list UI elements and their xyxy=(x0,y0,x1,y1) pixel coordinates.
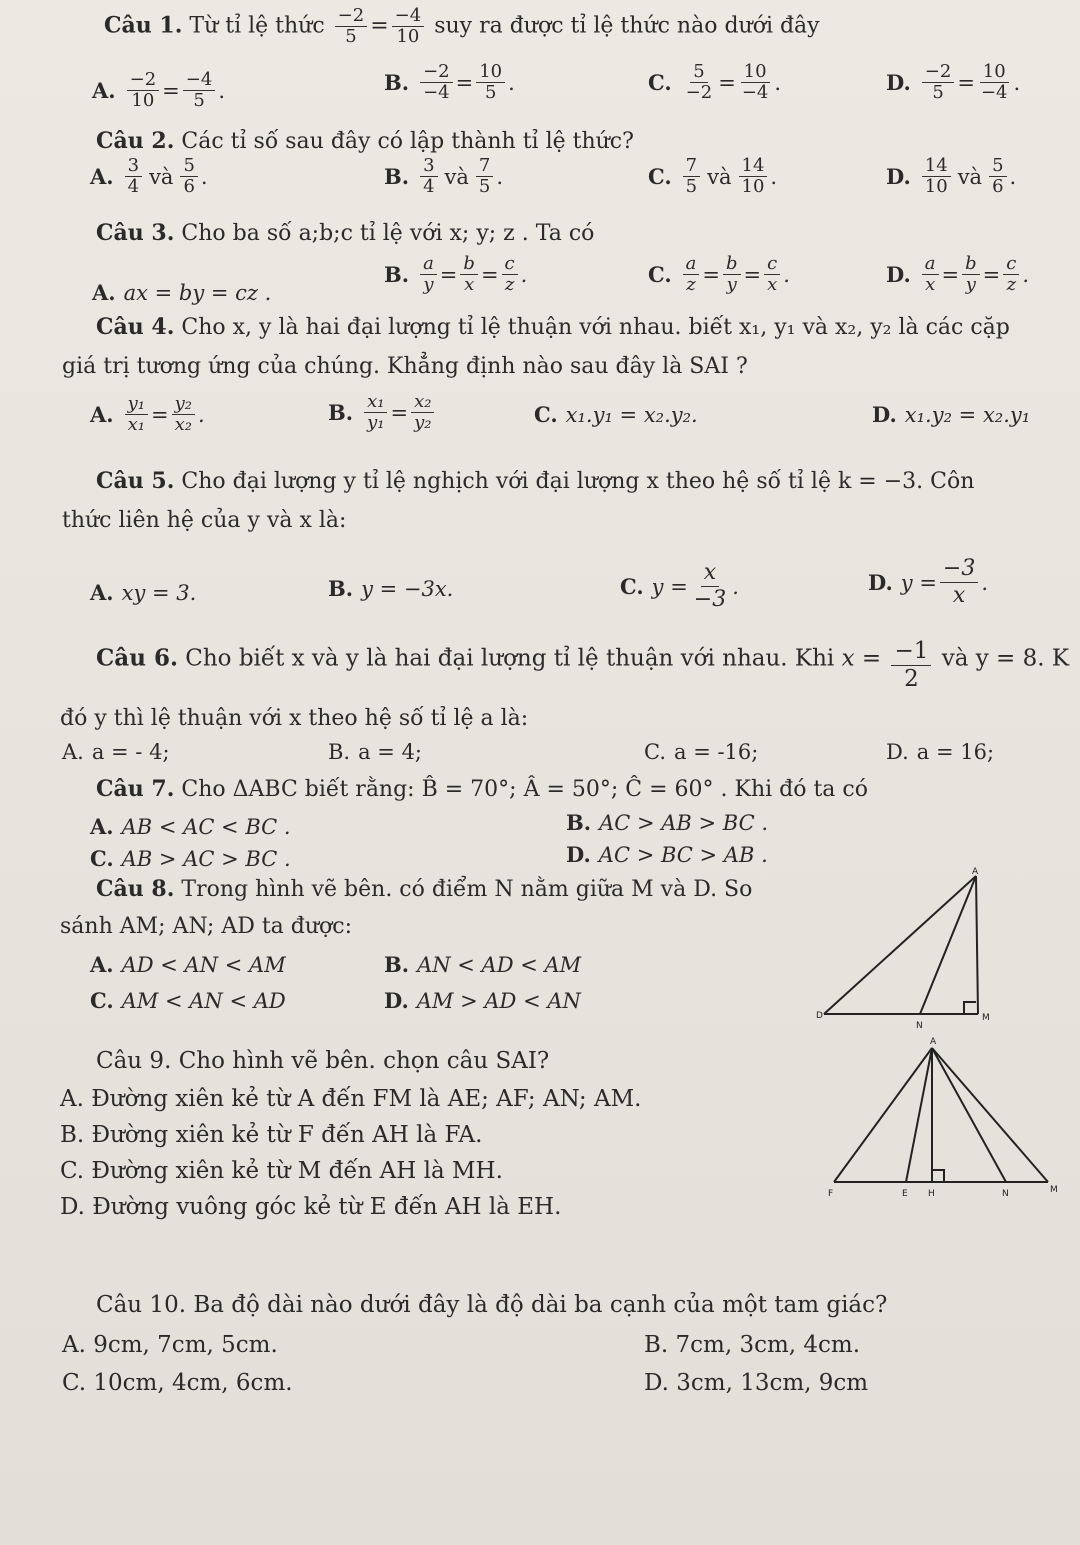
q6-option-a[interactable]: A. a = - 4; xyxy=(62,740,170,764)
question-2 xyxy=(96,128,634,155)
q1-option-a[interactable]: A. $\frac{-2}{10}$ = $\frac{-4}{5}$ . xyxy=(92,69,225,111)
question-4 xyxy=(96,314,1010,341)
question-6 xyxy=(96,632,1070,692)
q6-option-d[interactable]: D. a = 16; xyxy=(886,740,995,764)
q3-option-c[interactable]: C. $\frac{a}{z}$ = $\frac{b}{y}$ = $\frac{c}{x}$ . xyxy=(648,253,790,295)
q5-option-d[interactable]: D. y = $\frac{-3}{x}$ . xyxy=(868,556,989,608)
q1-option-c[interactable]: C. $\frac{5}{-2}$ = $\frac{10}{-4}$ . xyxy=(648,61,782,103)
question-7-label: Câu 7. xyxy=(96,776,175,802)
q2-option-a[interactable]: A. $\frac{3}{4}$ và $\frac{5}{6}$ . xyxy=(90,155,208,197)
q7-option-b[interactable]: B. AC > AB > BC . xyxy=(566,810,769,835)
q9-point-e: E xyxy=(902,1189,908,1199)
question-8 xyxy=(96,876,752,903)
question-2-label: Câu 2. xyxy=(96,128,175,154)
question-6-label: Câu 6. xyxy=(96,644,178,672)
q9-point-f: F xyxy=(828,1189,834,1199)
question-1-text-a: Từ tỉ lệ thức xyxy=(189,13,325,39)
question-5-line-1: Cho đại lượng y tỉ lệ nghịch với đại lượng x theo hệ số tỉ lệ k = −3. Côn xyxy=(181,469,975,494)
q1-fraction-2: $\frac{-4}{10}$ xyxy=(392,6,425,47)
q9-option-d[interactable]: D. Đường vuông góc kẻ từ E đến AH là EH. xyxy=(60,1194,562,1220)
q9-line-am xyxy=(932,1048,1048,1182)
q6-x-fraction: $\frac{-1}{2}$ xyxy=(891,638,931,693)
question-4-line-2: giá trị tương ứng của chúng. Khẳng định nào sau đây là SAI ? xyxy=(62,354,748,379)
q8-option-d[interactable]: D. AM > AD < AN xyxy=(384,988,581,1013)
q10-option-a[interactable]: A. 9cm, 7cm, 5cm. xyxy=(62,1332,278,1358)
q9-option-a[interactable]: A. Đường xiên kẻ từ A đến FM là AE; AF; AN; AM. xyxy=(60,1086,642,1112)
q7-option-c[interactable]: C. AB > AC > BC . xyxy=(90,846,291,871)
q2-option-d[interactable]: D. $\frac{14}{10}$ và $\frac{5}{6}$ . xyxy=(886,155,1017,197)
question-10-label: Câu 10. xyxy=(96,1292,187,1318)
q3-option-d[interactable]: D. $\frac{a}{x}$ = $\frac{b}{y}$ = $\frac{c}{z}$ . xyxy=(886,253,1030,295)
q9-point-m: M xyxy=(1050,1185,1058,1195)
q6-option-b[interactable]: B. a = 4; xyxy=(328,740,423,764)
question-10-text: Ba độ dài nào dưới đây là độ dài ba cạnh của một tam giác? xyxy=(193,1292,888,1318)
q9-line-ae xyxy=(906,1048,932,1182)
q8-point-a: A xyxy=(972,867,979,877)
q10-option-d[interactable]: D. 3cm, 13cm, 9cm xyxy=(644,1370,869,1396)
q5-option-b[interactable]: B. y = −3x. xyxy=(328,576,454,601)
question-7 xyxy=(96,776,868,803)
question-6-text-a: Cho biết x và y là hai đại lượng tỉ lệ thuận với nhau. Khi xyxy=(185,645,835,672)
q4-option-a[interactable]: A. $\frac{\text{y₁}}{\text{x₁}}$ = $\frac{\text{y₂}}{\text{x₂}}$ . xyxy=(90,393,205,435)
question-5-line-2: thức liên hệ của y và x là: xyxy=(62,508,347,533)
question-6-text-b: và y = 8. K xyxy=(941,645,1070,672)
question-3-label: Câu 3. xyxy=(96,220,175,246)
q1-option-d[interactable]: D. $\frac{-2}{5}$ = $\frac{10}{-4}$ . xyxy=(886,61,1021,103)
q2-option-b[interactable]: B. $\frac{3}{4}$ và $\frac{7}{5}$ . xyxy=(384,155,504,197)
q1-fraction-1: $\frac{-2}{5}$ xyxy=(335,6,368,47)
question-8-line-2: sánh AM; AN; AD ta được: xyxy=(60,914,353,939)
q3-option-b[interactable]: B. $\frac{a}{y}$ = $\frac{b}{x}$ = $\frac{c}{z}$ . xyxy=(384,253,528,295)
q9-figure xyxy=(826,1036,1062,1208)
q9-option-b[interactable]: B. Đường xiên kẻ từ F đến AH là FA. xyxy=(60,1122,483,1148)
question-1: Câu 1. Từ tỉ lệ thức $\frac{-2}{5}$ = $\frac{-4}{10}$ suy ra được tỉ lệ thức nào dưới đây xyxy=(104,5,820,47)
q8-point-m: M xyxy=(982,1013,990,1023)
q9-point-n: N xyxy=(1002,1189,1009,1199)
q7-option-d[interactable]: D. AC > BC > AB . xyxy=(566,842,768,867)
q8-line-am xyxy=(976,876,978,1014)
question-1-label: Câu 1. xyxy=(104,12,183,39)
q9-option-c[interactable]: C. Đường xiên kẻ từ M đến AH là MH. xyxy=(60,1158,503,1184)
q10-option-b[interactable]: B. 7cm, 3cm, 4cm. xyxy=(644,1332,861,1358)
q9-point-h: H xyxy=(928,1189,935,1199)
question-9-label: Câu 9. xyxy=(96,1048,172,1074)
q9-point-a: A xyxy=(930,1037,937,1047)
question-9-text: Cho hình vẽ bên. chọn câu SAI? xyxy=(178,1048,550,1074)
q6-x-equals: x = xyxy=(841,645,882,672)
q5-option-a[interactable]: A. xy = 3. xyxy=(90,580,197,605)
question-5 xyxy=(96,468,974,495)
q9-line-an xyxy=(932,1048,1006,1182)
q8-figure xyxy=(810,866,1000,1032)
q8-option-b[interactable]: B. AN < AD < AM xyxy=(384,952,582,977)
question-3 xyxy=(96,220,594,247)
q4-option-c[interactable]: C. x₁.y₁ = x₂.y₂. xyxy=(534,402,698,427)
q8-line-ad xyxy=(824,876,976,1014)
question-4-line-1: Cho x, y là hai đại lượng tỉ lệ thuận với nhau. biết x₁, y₁ và x₂, y₂ là các cặp xyxy=(181,315,1010,340)
q5-option-c[interactable]: C. y = $\frac{x}{-3}$ . xyxy=(620,560,739,612)
q2-option-c[interactable]: C. $\frac{7}{5}$ và $\frac{14}{10}$ . xyxy=(648,155,778,197)
question-3-text: Cho ba số a;b;c tỉ lệ với x; y; z . Ta có xyxy=(181,221,595,246)
question-4-label: Câu 4. xyxy=(96,314,175,340)
question-2-text: Các tỉ số sau đây có lập thành tỉ lệ thức? xyxy=(181,129,634,154)
q8-right-angle-mark xyxy=(964,1002,976,1014)
q4-option-d[interactable]: D. x₁.y₂ = x₂.y₁ xyxy=(872,402,1031,427)
question-6-line-2: đó y thì lệ thuận với x theo hệ số tỉ lệ a là: xyxy=(60,706,529,731)
q9-right-angle-mark xyxy=(932,1170,944,1182)
question-1-text-b: suy ra được tỉ lệ thức nào dưới đây xyxy=(434,13,820,39)
question-9 xyxy=(96,1048,549,1074)
q8-option-c[interactable]: C. AM < AN < AD xyxy=(90,988,286,1013)
q9-line-af xyxy=(834,1048,932,1182)
q4-option-b[interactable]: B. $\frac{\text{x₁}}{\text{y₁}}$ = $\frac{\text{x₂}}{\text{y₂}}$ xyxy=(328,392,437,433)
q7-option-a[interactable]: A. AB < AC < BC . xyxy=(90,814,291,839)
q8-point-n: N xyxy=(916,1021,923,1031)
q10-option-c[interactable]: C. 10cm, 4cm, 6cm. xyxy=(62,1370,293,1396)
question-7-text: Cho ΔABC biết rằng: B̂ = 70°; Â = 50°; Ĉ = 60° . Khi đó ta có xyxy=(181,777,868,802)
question-5-label: Câu 5. xyxy=(96,468,175,494)
q3-option-a[interactable]: A. ax = by = cz . xyxy=(92,280,272,305)
q8-point-d: D xyxy=(816,1011,823,1021)
q6-option-c[interactable]: C. a = -16; xyxy=(644,740,759,764)
question-8-line-1: Trong hình vẽ bên. có điểm N nằm giữa M và D. So xyxy=(181,877,753,902)
question-8-label: Câu 8. xyxy=(96,876,175,902)
q1-option-b[interactable]: B. $\frac{-2}{-4}$ = $\frac{10}{5}$ . xyxy=(384,61,515,103)
question-10 xyxy=(96,1292,887,1318)
q8-line-an xyxy=(920,876,976,1014)
q8-option-a[interactable]: A. AD < AN < AM xyxy=(90,952,286,977)
